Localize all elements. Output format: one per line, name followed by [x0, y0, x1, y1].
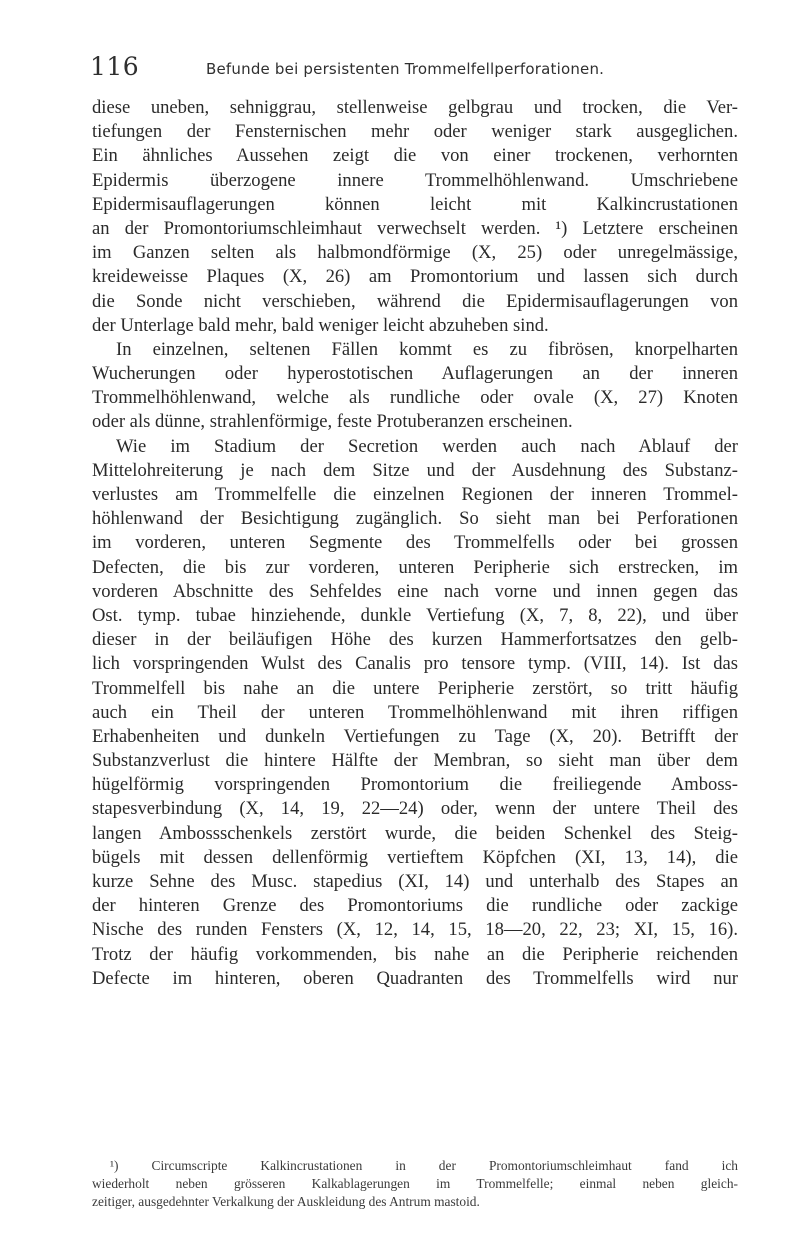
text-line: Wie im Stadium der Secretion werden auch nach Ablauf der	[116, 435, 738, 457]
text-line: Substanzverlust die hintere Hälfte der Membran, so sieht man über dem	[92, 750, 738, 772]
text-line: an der Promontoriumschleimhaut verwechselt werden. ¹) Letztere erscheinen	[92, 217, 738, 239]
page-number: 116	[90, 52, 140, 81]
text-line: Trommelhöhlenwand, welche als rundliche oder ovale (X, 27) Knoten	[92, 387, 738, 409]
text-line: Wucherungen oder hyperostotischen Auflagerungen an der inneren	[92, 363, 738, 385]
text-line: Ost. tymp. tubae hinziehende, dunkle Vertiefung (X, 7, 8, 22), und über	[92, 604, 738, 626]
text-line: höhlenwand der Besichtigung zugänglich. So sieht man bei Perforationen	[92, 508, 738, 530]
text-line: In einzelnen, seltenen Fällen kommt es zu fibrösen, knorpelharten	[116, 338, 738, 360]
text-line: Mittelohreiterung je nach dem Sitze und der Ausdehnung des Substanz-	[92, 459, 738, 481]
text-line: Defecte im hinteren, oberen Quadranten des Trommelfells wird nur	[92, 967, 738, 989]
footnote-line: zeitiger, ausgedehnter Verkalkung der Auskleidung des Antrum mastoid.	[92, 1194, 480, 1209]
page-header	[90, 52, 750, 86]
text-line: Trommelfell bis nahe an die untere Peripherie zerstört, so tritt häufig	[92, 677, 738, 699]
footnotes	[92, 1157, 738, 1211]
running-head: Befunde bei persistenten Trommelfellperforationen.	[206, 60, 605, 78]
text-line: kurze Sehne des Musc. stapedius (XI, 14) und unterhalb des Stapes an	[92, 871, 738, 892]
text-line: im Ganzen selten als halbmondförmige (X, 25) oder unregelmässige,	[92, 242, 738, 264]
text-line: lich vorspringenden Wulst des Canalis pro tensore tymp. (VIII, 14). Ist das	[92, 653, 738, 675]
text-line: diese uneben, sehniggrau, stellenweise gelbgrau und trocken, die Ver-	[92, 97, 738, 118]
text-line: Erhabenheiten und dunkeln Vertiefungen zu Tage (X, 20). Betrifft der	[92, 725, 738, 747]
text-line: auch ein Theil der unteren Trommelhöhlenwand mit ihren riffigen	[92, 701, 738, 723]
text-line: Epidermisauflagerungen können leicht mit Kalkincrustationen	[92, 193, 738, 215]
body-text	[92, 96, 738, 991]
text-line: bügels mit dessen dellenförmig vertieftem Köpfchen (XI, 13, 14), die	[92, 846, 738, 868]
text-line: hügelförmig vorspringenden Promontorium die freiliegende Amboss-	[92, 774, 738, 796]
text-line: Ein ähnliches Aussehen zeigt die von einer trockenen, verhornten	[92, 145, 738, 167]
text-line: vorderen Abschnitte des Sehfeldes eine nach vorne und innen gegen das	[92, 580, 738, 602]
text-line: der hinteren Grenze des Promontoriums die rundliche oder zackige	[92, 895, 738, 917]
text-line: Defecten, die bis zur vorderen, unteren Peripherie sich erstrecken, im	[92, 556, 738, 578]
text-line: Trotz der häufig vorkommenden, bis nahe an die Peripherie reichenden	[92, 943, 738, 965]
text-line: Nische des runden Fensters (X, 12, 14, 15, 18—20, 22, 23; XI, 15, 16).	[92, 919, 738, 941]
footnote-line: wiederholt neben grösseren Kalkablagerungen im Trommelfelle; einmal neben gleich-	[92, 1176, 738, 1191]
text-line: kreideweisse Plaques (X, 26) am Promontorium und lassen sich durch	[92, 266, 738, 288]
text-line: langen Ambossschenkels zerstört wurde, die beiden Schenkel des Steig-	[92, 822, 738, 844]
text-line: der Unterlage bald mehr, bald weniger leicht abzuheben sind.	[92, 314, 549, 336]
text-line: die Sonde nicht verschieben, während die Epidermisauflagerungen von	[92, 290, 738, 312]
text-line: dieser in der beiläufigen Höhe des kurzen Hammerfortsatzes den gelb-	[92, 629, 738, 651]
text-line: tiefungen der Fensternischen mehr oder weniger stark ausgeglichen.	[92, 121, 738, 143]
text-line: verlustes am Trommelfelle die einzelnen Regionen der inneren Trommel-	[92, 484, 738, 505]
text-line: stapesverbindung (X, 14, 19, 22—24) oder, wenn der untere Theil des	[92, 798, 738, 820]
text-line: im vorderen, unteren Segmente des Trommelfells oder bei grossen	[92, 532, 738, 554]
footnote-line: ¹) Circumscripte Kalkincrustationen in der Promontoriumschleimhaut fand ich	[110, 1158, 738, 1173]
text-line: oder als dünne, strahlenförmige, feste Protuberanzen erscheinen.	[92, 411, 573, 433]
text-line: Epidermis überzogene innere Trommelhöhlenwand. Umschriebene	[92, 169, 738, 191]
